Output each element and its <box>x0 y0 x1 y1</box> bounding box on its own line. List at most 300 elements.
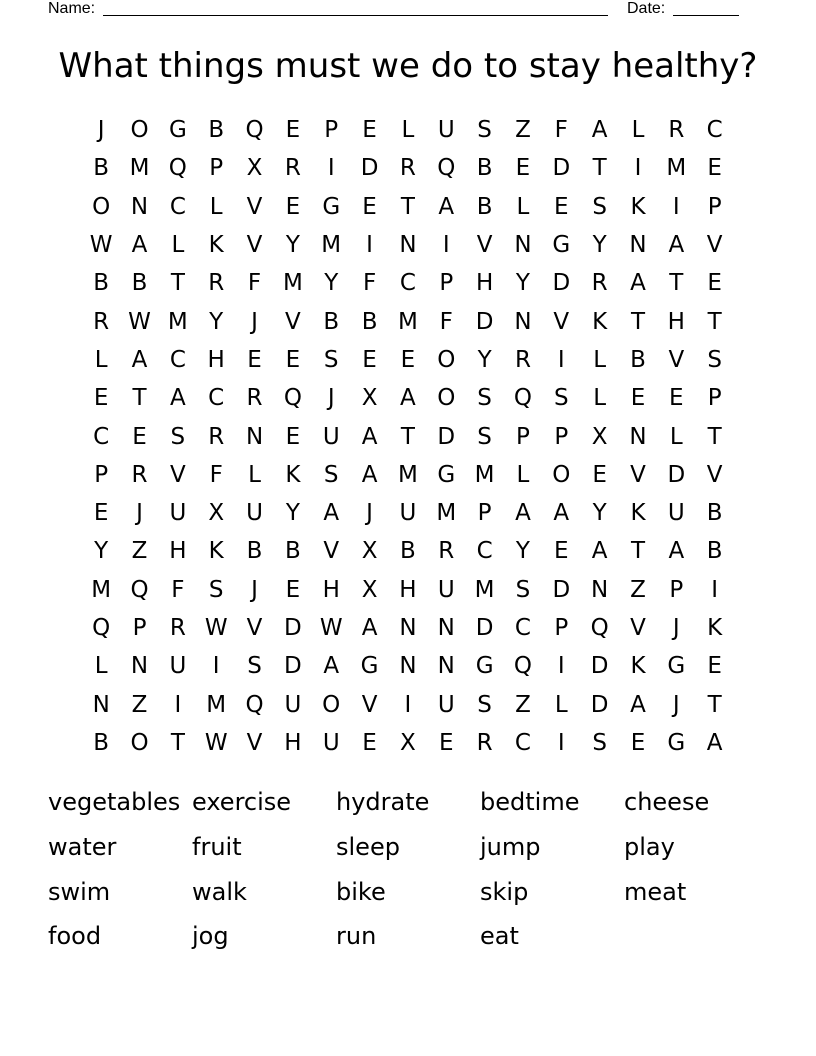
grid-letter[interactable]: L <box>401 117 415 144</box>
page-title: What things must we do to stay healthy? <box>58 46 758 86</box>
grid-letter[interactable]: K <box>208 538 224 565</box>
grid-letter[interactable]: D <box>475 615 494 641</box>
grid-letter[interactable]: I <box>634 155 642 182</box>
grid-letter[interactable]: A <box>323 653 340 680</box>
grid-letter[interactable]: I <box>442 232 450 259</box>
grid-letter[interactable]: O <box>552 461 571 488</box>
grid-letter[interactable]: H <box>475 270 494 297</box>
grid-letter[interactable]: B <box>323 308 340 335</box>
grid-letter[interactable]: U <box>322 423 340 450</box>
grid-letter[interactable]: S <box>247 653 262 680</box>
grid-letter[interactable]: J <box>327 385 335 412</box>
grid-letter[interactable]: B <box>93 270 110 297</box>
name-label: Name: <box>48 0 96 17</box>
grid-letter[interactable]: D <box>667 461 686 488</box>
grid-letter[interactable]: R <box>438 538 455 565</box>
grid-letter[interactable]: G <box>667 729 686 756</box>
grid-letter[interactable]: O <box>437 346 456 373</box>
grid-letter[interactable]: R <box>399 155 416 182</box>
grid-letter[interactable]: I <box>557 729 565 756</box>
grid-letter[interactable]: Y <box>477 346 492 373</box>
grid-letter[interactable]: V <box>285 308 301 335</box>
grid-letter[interactable]: S <box>707 346 722 373</box>
grid-letter[interactable]: L <box>593 385 607 412</box>
grid-letter[interactable]: M <box>474 461 495 488</box>
grid-letter[interactable]: S <box>592 193 607 220</box>
grid-letter[interactable]: L <box>593 346 607 373</box>
date-label: Date: <box>627 0 666 17</box>
grid-letter[interactable]: J <box>136 500 143 527</box>
grid-letter[interactable]: W <box>128 308 151 335</box>
grid-letter[interactable]: V <box>706 461 723 488</box>
grid-letter[interactable]: X <box>361 576 378 603</box>
grid-letter[interactable]: M <box>397 308 418 335</box>
grid-letter[interactable]: E <box>285 346 301 373</box>
grid-letter[interactable]: A <box>131 346 148 373</box>
word-list-item: swim <box>48 877 111 906</box>
grid-letter[interactable]: C <box>399 270 416 297</box>
grid-letter[interactable]: S <box>477 117 492 144</box>
grid-letter[interactable]: O <box>130 117 149 144</box>
grid-letter[interactable]: E <box>285 576 301 603</box>
grid-letter[interactable]: M <box>282 270 303 297</box>
grid-letter[interactable]: S <box>323 461 339 488</box>
grid-letter[interactable]: N <box>399 653 417 680</box>
grid-letter[interactable]: T <box>400 193 415 220</box>
grid-letter[interactable]: J <box>672 691 680 718</box>
grid-letter[interactable]: R <box>131 461 148 488</box>
grid-letter[interactable]: R <box>169 615 186 641</box>
grid-letter[interactable]: C <box>208 385 225 412</box>
grid-letter[interactable]: N <box>130 653 149 680</box>
grid-letter[interactable]: A <box>630 691 646 718</box>
grid-letter[interactable]: T <box>400 423 415 450</box>
grid-letter[interactable]: X <box>361 385 378 412</box>
grid-letter[interactable]: C <box>169 346 186 373</box>
grid-letter[interactable]: K <box>630 500 646 527</box>
grid-letter[interactable]: S <box>477 691 492 718</box>
grid-letter[interactable]: Q <box>513 385 532 412</box>
grid-letter[interactable]: W <box>89 232 113 259</box>
grid-letter[interactable]: M <box>397 461 418 488</box>
grid-letter[interactable]: E <box>93 500 109 527</box>
grid-letter[interactable]: T <box>630 538 646 565</box>
grid-letter[interactable]: J <box>251 576 258 603</box>
grid-letter[interactable]: Q <box>92 615 111 641</box>
grid-letter[interactable]: Y <box>209 308 224 335</box>
grid-letter[interactable]: C <box>706 117 723 144</box>
grid-letter[interactable]: D <box>475 308 494 335</box>
grid-letter[interactable]: M <box>129 155 150 182</box>
grid-letter[interactable]: D <box>590 653 609 680</box>
grid-letter[interactable]: L <box>631 117 645 144</box>
grid-letter[interactable]: F <box>171 576 185 603</box>
grid-letter[interactable]: A <box>668 232 685 259</box>
grid-letter[interactable]: B <box>706 538 723 565</box>
word-list-item: jog <box>192 922 229 951</box>
grid-letter[interactable]: S <box>170 423 186 450</box>
grid-letter[interactable]: B <box>246 538 263 565</box>
grid-letter[interactable]: V <box>246 729 263 756</box>
grid-letter[interactable]: V <box>361 691 378 718</box>
grid-letter[interactable]: H <box>169 538 187 565</box>
grid-letter[interactable]: J <box>672 615 680 641</box>
grid-letter[interactable]: E <box>669 385 684 412</box>
grid-letter[interactable]: A <box>361 423 378 450</box>
grid-letter[interactable]: U <box>246 500 263 527</box>
grid-letter[interactable]: I <box>212 653 220 680</box>
grid-letter[interactable]: J <box>97 117 105 144</box>
grid-letter[interactable]: V <box>476 232 493 259</box>
grid-letter[interactable]: N <box>437 653 455 680</box>
grid-letter[interactable]: E <box>438 729 454 756</box>
grid-letter[interactable]: E <box>630 729 646 756</box>
grid-letter[interactable]: A <box>361 461 378 488</box>
grid-letter[interactable]: A <box>515 500 531 527</box>
grid-letter[interactable]: D <box>284 615 302 641</box>
grid-letter[interactable]: R <box>284 155 301 182</box>
grid-letter[interactable]: A <box>553 500 570 527</box>
grid-letter[interactable]: A <box>361 615 378 641</box>
grid-letter[interactable]: E <box>362 117 377 144</box>
grid-letter[interactable]: E <box>592 461 607 488</box>
grid-letter[interactable]: I <box>672 193 680 220</box>
grid-letter[interactable]: E <box>554 193 569 220</box>
grid-letter[interactable]: Q <box>590 615 609 641</box>
grid-letter[interactable]: G <box>552 232 571 259</box>
grid-letter[interactable]: T <box>630 308 646 335</box>
grid-letter[interactable]: C <box>514 615 531 641</box>
grid-row <box>82 685 734 723</box>
grid-letter[interactable]: I <box>327 155 335 182</box>
grid-letter[interactable]: H <box>322 576 340 603</box>
grid-letter[interactable]: R <box>208 423 225 450</box>
grid-letter[interactable]: R <box>476 729 493 756</box>
grid-letter[interactable]: C <box>476 538 493 565</box>
grid-letter[interactable]: E <box>707 155 722 182</box>
grid-letter[interactable]: S <box>477 423 492 450</box>
grid-letter[interactable]: I <box>404 691 412 718</box>
grid-letter[interactable]: Q <box>437 155 456 182</box>
grid-letter[interactable]: T <box>170 270 185 297</box>
grid-letter[interactable]: L <box>171 232 185 259</box>
grid-letter[interactable]: R <box>208 270 225 297</box>
grid-letter[interactable]: V <box>630 615 646 641</box>
grid-letter[interactable]: U <box>437 117 455 144</box>
grid-letter[interactable]: P <box>554 423 569 450</box>
grid-letter[interactable]: B <box>476 193 493 220</box>
grid-letter[interactable]: I <box>557 653 565 680</box>
grid-letter[interactable]: P <box>477 500 492 527</box>
grid-letter[interactable]: Z <box>630 576 646 603</box>
grid-letter[interactable]: X <box>208 500 225 527</box>
grid-letter[interactable]: E <box>400 346 416 373</box>
grid-letter[interactable]: A <box>706 729 723 756</box>
grid-letter[interactable]: X <box>400 729 416 756</box>
grid-letter[interactable]: I <box>711 576 719 603</box>
grid-letter[interactable]: B <box>93 155 110 182</box>
grid-letter[interactable]: K <box>285 461 301 488</box>
grid-letter[interactable]: R <box>514 346 531 373</box>
grid-letter[interactable]: N <box>399 232 417 259</box>
grid-letter[interactable]: T <box>707 423 722 450</box>
grid-letter[interactable]: H <box>207 346 225 373</box>
grid-letter[interactable]: N <box>629 232 647 259</box>
grid-letter[interactable]: S <box>208 576 224 603</box>
grid-letter[interactable]: F <box>247 270 262 297</box>
grid-letter[interactable]: U <box>169 653 187 680</box>
grid-letter[interactable]: I <box>557 346 565 373</box>
grid-letter[interactable]: M <box>167 308 188 335</box>
grid-letter[interactable]: T <box>170 729 185 756</box>
grid-letter[interactable]: N <box>130 193 149 220</box>
grid-letter[interactable]: B <box>630 346 646 373</box>
grid-letter[interactable]: P <box>209 155 224 182</box>
grid-letter[interactable]: G <box>322 193 341 220</box>
grid-letter[interactable]: F <box>554 117 568 144</box>
grid-letter[interactable]: E <box>515 155 531 182</box>
grid-letter[interactable]: B <box>476 155 493 182</box>
grid-letter[interactable]: L <box>554 691 568 718</box>
grid-letter[interactable]: V <box>246 193 263 220</box>
grid-letter[interactable]: K <box>707 615 723 641</box>
grid-letter[interactable]: R <box>668 117 685 144</box>
grid-letter[interactable]: A <box>323 500 340 527</box>
grid-letter[interactable]: E <box>285 423 301 450</box>
grid-letter[interactable]: N <box>514 308 532 335</box>
grid-letter[interactable]: B <box>131 270 148 297</box>
grid-letter[interactable]: U <box>284 691 302 718</box>
grid-letter[interactable]: T <box>132 385 147 412</box>
grid-letter[interactable]: G <box>437 461 456 488</box>
grid-letter[interactable]: N <box>92 691 110 718</box>
grid-letter[interactable]: J <box>251 308 258 335</box>
grid-letter[interactable]: X <box>361 538 378 565</box>
grid-letter[interactable]: V <box>246 615 263 641</box>
grid-letter[interactable]: A <box>668 538 685 565</box>
grid-letter[interactable]: M <box>321 232 342 259</box>
grid-letter[interactable]: O <box>322 691 341 718</box>
grid-letter[interactable]: T <box>707 308 722 335</box>
grid-letter[interactable]: O <box>437 385 456 412</box>
grid-letter[interactable]: X <box>246 155 263 182</box>
grid-row <box>82 188 734 226</box>
grid-letter[interactable]: S <box>477 385 492 412</box>
grid-letter[interactable]: L <box>516 461 530 488</box>
grid-letter[interactable]: E <box>707 653 722 680</box>
grid-letter[interactable]: M <box>206 691 227 718</box>
grid-letter[interactable]: E <box>362 193 377 220</box>
grid-letter[interactable]: I <box>174 691 182 718</box>
grid-letter[interactable]: D <box>590 691 609 718</box>
grid-letter[interactable]: M <box>91 576 112 603</box>
grid-letter[interactable]: D <box>552 576 571 603</box>
grid-letter[interactable]: Q <box>245 691 264 718</box>
grid-letter[interactable]: X <box>591 423 608 450</box>
grid-letter[interactable]: E <box>630 385 646 412</box>
grid-letter[interactable]: S <box>592 729 607 756</box>
grid-letter[interactable]: U <box>169 500 187 527</box>
grid-letter[interactable]: D <box>437 423 456 450</box>
grid-letter[interactable]: L <box>209 193 223 220</box>
grid-letter[interactable]: A <box>169 385 186 412</box>
grid-letter[interactable]: P <box>669 576 684 603</box>
grid-letter[interactable]: P <box>707 385 722 412</box>
grid-letter[interactable]: V <box>630 461 646 488</box>
grid-letter[interactable]: G <box>667 653 686 680</box>
grid-letter[interactable]: R <box>246 385 263 412</box>
grid-letter[interactable]: E <box>362 729 377 756</box>
grid-letter[interactable]: M <box>474 576 495 603</box>
grid-letter[interactable]: W <box>319 615 343 641</box>
grid-letter[interactable]: P <box>554 615 569 641</box>
grid-letter[interactable]: K <box>208 232 224 259</box>
grid-letter[interactable]: V <box>169 461 186 488</box>
grid-letter[interactable]: G <box>168 117 187 144</box>
grid-letter[interactable]: O <box>130 729 149 756</box>
grid-letter[interactable]: D <box>552 155 571 182</box>
grid-letter[interactable]: B <box>400 538 416 565</box>
grid-letter[interactable]: M <box>666 155 687 182</box>
grid-letter[interactable]: K <box>592 308 608 335</box>
grid-letter[interactable]: B <box>361 308 378 335</box>
grid-letter[interactable]: A <box>131 232 148 259</box>
name-field[interactable] <box>103 15 608 16</box>
grid-letter[interactable]: F <box>209 461 223 488</box>
grid-letter[interactable]: U <box>399 500 417 527</box>
grid-letter[interactable]: Q <box>513 653 532 680</box>
grid-letter[interactable]: A <box>438 193 455 220</box>
grid-letter[interactable]: Y <box>285 500 300 527</box>
grid-letter[interactable]: W <box>204 729 228 756</box>
grid-letter[interactable]: U <box>667 500 685 527</box>
grid-letter[interactable]: V <box>553 308 570 335</box>
grid-letter[interactable]: L <box>94 653 108 680</box>
grid-letter[interactable]: Z <box>515 117 531 144</box>
grid-letter[interactable]: A <box>630 270 646 297</box>
grid-letter[interactable]: C <box>93 423 110 450</box>
grid-letter[interactable]: A <box>400 385 416 412</box>
grid-letter[interactable]: H <box>284 729 302 756</box>
grid-letter[interactable]: N <box>399 615 417 641</box>
grid-letter[interactable]: N <box>514 232 532 259</box>
grid-letter[interactable]: P <box>707 193 722 220</box>
grid-letter[interactable]: T <box>707 691 722 718</box>
grid-letter[interactable]: W <box>204 615 228 641</box>
grid-letter[interactable]: E <box>247 346 262 373</box>
grid-letter[interactable]: R <box>93 308 110 335</box>
grid-letter[interactable]: E <box>132 423 147 450</box>
grid-letter[interactable]: V <box>668 346 685 373</box>
grid-letter[interactable]: E <box>707 270 722 297</box>
grid-letter[interactable]: Y <box>592 500 607 527</box>
grid-letter[interactable]: M <box>436 500 457 527</box>
grid-letter[interactable]: Y <box>515 270 530 297</box>
date-field[interactable] <box>673 15 739 16</box>
grid-letter[interactable]: S <box>323 346 339 373</box>
grid-letter[interactable]: E <box>362 346 377 373</box>
grid-letter[interactable]: Z <box>131 691 148 718</box>
grid-letter[interactable]: A <box>591 538 608 565</box>
grid-letter[interactable]: P <box>439 270 454 297</box>
grid-letter[interactable]: L <box>248 461 261 488</box>
grid-letter[interactable]: H <box>667 308 685 335</box>
grid-letter[interactable]: P <box>132 615 147 641</box>
grid-letter[interactable]: K <box>630 193 646 220</box>
grid-letter[interactable]: V <box>323 538 340 565</box>
grid-letter[interactable]: B <box>706 500 723 527</box>
grid-letter[interactable]: B <box>208 117 225 144</box>
grid-letter[interactable]: Y <box>324 270 339 297</box>
grid-letter[interactable]: E <box>554 538 569 565</box>
grid-letter[interactable]: P <box>516 423 530 450</box>
grid-letter[interactable]: G <box>360 653 379 680</box>
grid-letter[interactable]: D <box>552 270 571 297</box>
word-list-item: eat <box>480 922 519 951</box>
grid-letter[interactable]: Y <box>285 232 300 259</box>
word-list-item: jump <box>480 833 541 862</box>
grid-letter[interactable]: I <box>366 232 373 259</box>
grid-letter[interactable]: E <box>285 193 301 220</box>
grid-letter[interactable]: H <box>399 576 417 603</box>
grid-letter[interactable]: Z <box>515 691 531 718</box>
grid-letter[interactable]: E <box>93 385 109 412</box>
grid-letter[interactable]: U <box>437 576 455 603</box>
grid-letter[interactable]: D <box>284 653 302 680</box>
grid-letter[interactable]: E <box>285 117 301 144</box>
grid-letter[interactable]: T <box>669 270 684 297</box>
grid-letter[interactable]: A <box>591 117 608 144</box>
grid-letter[interactable]: C <box>169 193 186 220</box>
grid-letter[interactable]: S <box>515 576 531 603</box>
grid-letter[interactable]: D <box>360 155 379 182</box>
grid-letter[interactable]: J <box>366 500 373 527</box>
grid-letter[interactable]: V <box>706 232 723 259</box>
grid-letter[interactable]: Y <box>515 538 530 565</box>
grid-letter[interactable]: P <box>324 117 339 144</box>
grid-letter[interactable]: Y <box>592 232 607 259</box>
grid-letter[interactable]: N <box>437 615 455 641</box>
grid-letter[interactable]: L <box>516 193 530 220</box>
grid-letter[interactable]: O <box>92 193 111 220</box>
grid-letter[interactable]: P <box>94 461 109 488</box>
grid-letter[interactable]: F <box>439 308 453 335</box>
grid-letter[interactable]: U <box>322 729 340 756</box>
grid-letter[interactable]: U <box>437 691 455 718</box>
grid-letter[interactable]: Q <box>245 117 264 144</box>
grid-letter[interactable]: V <box>246 232 263 259</box>
grid-letter[interactable]: N <box>629 423 647 450</box>
grid-letter[interactable]: F <box>362 270 377 297</box>
grid-letter[interactable]: S <box>553 385 569 412</box>
grid-letter[interactable]: L <box>669 423 683 450</box>
grid-letter[interactable]: L <box>94 346 108 373</box>
grid-letter[interactable]: Z <box>131 538 148 565</box>
grid-letter[interactable]: Q <box>168 155 187 182</box>
grid-letter[interactable]: N <box>591 576 609 603</box>
grid-letter[interactable]: Y <box>94 538 109 565</box>
grid-letter[interactable]: Q <box>283 385 302 412</box>
grid-letter[interactable]: B <box>93 729 110 756</box>
grid-letter[interactable]: N <box>245 423 264 450</box>
grid-letter[interactable]: R <box>591 270 608 297</box>
grid-letter[interactable]: T <box>592 155 607 182</box>
grid-letter[interactable]: K <box>630 653 646 680</box>
grid-letter[interactable]: G <box>475 653 494 680</box>
grid-letter[interactable]: B <box>285 538 301 565</box>
grid-letter[interactable]: C <box>514 729 531 756</box>
grid-letter[interactable]: Q <box>130 576 149 603</box>
